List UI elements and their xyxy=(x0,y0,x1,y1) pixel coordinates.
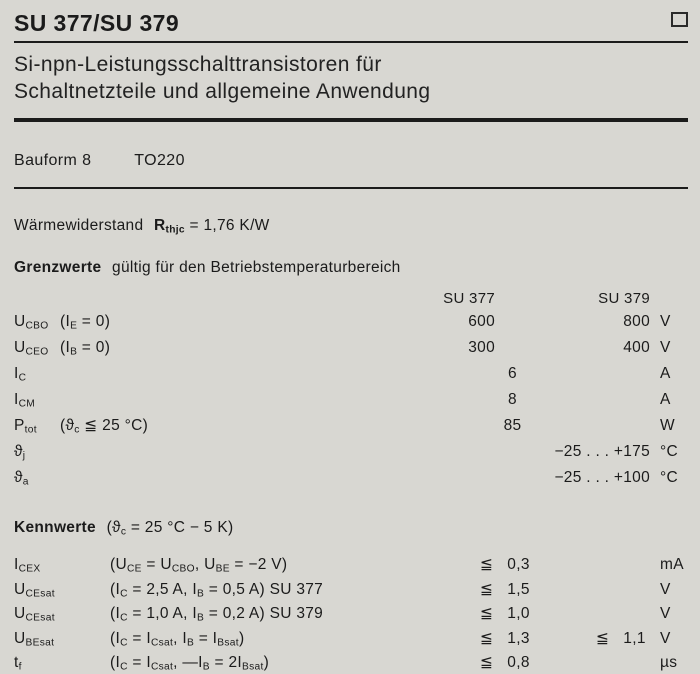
table-row xyxy=(14,465,688,491)
limit-value: 1,0 xyxy=(507,605,530,622)
thermal-value: = 1,76 K/W xyxy=(189,217,270,234)
section-heading-grenzwerte xyxy=(14,259,688,277)
limit-su379 xyxy=(558,651,650,674)
parameter-condition: ($I_C = 2,5$ A, $I_B = 0,5$ A) SU 377 xyxy=(110,580,324,599)
section-heading-kennwerte xyxy=(14,519,688,537)
value-common: 8 xyxy=(508,391,517,408)
parameter-symbol: $ϑ_j$ xyxy=(14,443,26,462)
table-row xyxy=(14,651,688,674)
parameter-symbol: $ϑ_a$ xyxy=(14,469,29,488)
parameter-condition: $(I_E = 0)$ xyxy=(60,313,111,332)
parameter-condition xyxy=(60,387,375,413)
unit: A xyxy=(660,365,671,382)
section-subtitle: gültig für den Betriebstemperaturbereich xyxy=(112,259,401,276)
unit: mA xyxy=(660,556,684,573)
table-row xyxy=(14,361,688,387)
table-row xyxy=(14,439,688,465)
value-su379: 400 xyxy=(623,339,650,356)
section-title: Grenzwerte xyxy=(14,259,102,276)
unit: µs xyxy=(660,654,678,671)
unit: °C xyxy=(660,469,678,486)
divider xyxy=(14,41,688,43)
parameter-symbol: $I_{CEX}$ xyxy=(14,556,41,575)
divider xyxy=(14,187,688,189)
parameter-condition: ($I_C = 1,0$ A, $I_B = 0,2$ A) SU 379 xyxy=(110,605,324,624)
parameter-condition: ($I_C = I_{Csat}$, $—I_B = 2I_{Bsat}$) xyxy=(110,654,270,673)
subtitle-line-1: Si-npn-Leistungsschalttransistoren für xyxy=(14,53,382,76)
limit-su377 xyxy=(468,627,558,652)
divider-thick xyxy=(14,118,688,122)
unit: V xyxy=(660,339,671,356)
parameter-condition xyxy=(60,439,375,465)
parameter-symbol: $U_{CEsat}$ xyxy=(14,580,55,599)
limit-value: 1,3 xyxy=(507,629,530,647)
limit-values-table xyxy=(14,309,688,491)
parameter-symbol: $I_{CM}$ xyxy=(14,391,36,410)
unit: W xyxy=(660,417,675,434)
limit-sign: ≦ xyxy=(480,556,494,573)
table-row xyxy=(14,387,688,413)
value-su377: 300 xyxy=(468,339,495,356)
parameter-condition: ($U_{CE} = U_{CBO}$, $U_{BE} = -2$ V) xyxy=(110,556,288,575)
limit-value: 1,5 xyxy=(507,580,530,598)
column-header-su379: SU 379 xyxy=(598,290,650,307)
limit-su377 xyxy=(468,602,558,627)
section-title: Kennwerte xyxy=(14,519,96,536)
table-row xyxy=(14,413,688,439)
parameter-symbol: $P_{tot}$ xyxy=(14,417,37,436)
unit: A xyxy=(660,391,671,408)
parameter-symbol: $U_{CEsat}$ xyxy=(14,605,55,624)
limit-sign: ≦ xyxy=(596,629,610,647)
value-range: −25 . . . +100 xyxy=(554,469,650,486)
section-subtitle: ($ϑ_c = 25$ °C − 5 K) xyxy=(106,519,234,538)
table-row xyxy=(14,578,688,603)
limit-value: 0,8 xyxy=(507,654,530,671)
unit: V xyxy=(660,313,671,330)
parameter-condition: ($I_C = I_{Csat}$, $I_B = I_{Bsat}$) xyxy=(110,629,245,648)
limit-su377 xyxy=(468,651,558,674)
limit-su379 xyxy=(558,553,650,578)
thermal-label: Wärmewiderstand xyxy=(14,217,144,234)
limit-sign: ≦ xyxy=(480,654,494,671)
thermal-resistance-line xyxy=(14,217,688,235)
table-row xyxy=(14,335,688,361)
package-line xyxy=(14,152,688,170)
package-type: TO220 xyxy=(134,152,185,169)
table-row xyxy=(14,602,688,627)
table-column-headers xyxy=(14,290,688,307)
parameter-symbol: $U_{BEsat}$ xyxy=(14,629,55,648)
limit-su379 xyxy=(558,578,650,603)
limit-value: 1,1 xyxy=(623,629,646,647)
limit-su377 xyxy=(468,578,558,603)
parameter-symbol: $I_C$ xyxy=(14,365,27,384)
limit-su379 xyxy=(558,602,650,627)
characteristics-table xyxy=(14,553,688,674)
table-row xyxy=(14,309,688,335)
limit-su379 xyxy=(558,627,650,652)
unit: V xyxy=(660,580,671,598)
parameter-symbol: $U_{CEO}$ xyxy=(14,339,49,358)
value-common: 85 xyxy=(503,417,522,434)
parameter-condition: ($ϑ_c$ ≦ 25 °C) xyxy=(60,417,149,436)
parameter-symbol: $U_{CBO}$ xyxy=(14,313,49,332)
limit-su377 xyxy=(468,553,558,578)
unit: V xyxy=(660,605,671,622)
parameter-symbol: $t_f$ xyxy=(14,654,22,673)
value-su377: 600 xyxy=(468,313,495,330)
thermal-symbol: $R_{thjc}$ xyxy=(154,217,185,236)
page-title: SU 377/SU 379 xyxy=(14,10,180,36)
subtitle xyxy=(14,51,688,105)
value-su379: 800 xyxy=(623,313,650,330)
table-row xyxy=(14,553,688,578)
value-common: 6 xyxy=(508,365,517,382)
unit: V xyxy=(660,629,671,647)
subtitle-line-2: Schaltnetzteile und allgemeine Anwendung xyxy=(14,80,431,103)
header xyxy=(14,10,688,38)
limit-value: 0,3 xyxy=(507,556,530,573)
bauform-label: Bauform 8 xyxy=(14,152,92,169)
limit-sign: ≦ xyxy=(480,629,494,647)
limit-sign: ≦ xyxy=(480,605,494,622)
parameter-condition: $(I_B = 0)$ xyxy=(60,339,111,358)
unit: °C xyxy=(660,443,678,460)
table-row xyxy=(14,627,688,652)
column-header-su377: SU 377 xyxy=(443,290,495,307)
parameter-condition xyxy=(60,465,375,491)
limit-sign: ≦ xyxy=(480,580,494,598)
corner-square-icon xyxy=(671,12,688,27)
parameter-condition xyxy=(60,361,375,387)
value-range: −25 . . . +175 xyxy=(554,443,650,460)
